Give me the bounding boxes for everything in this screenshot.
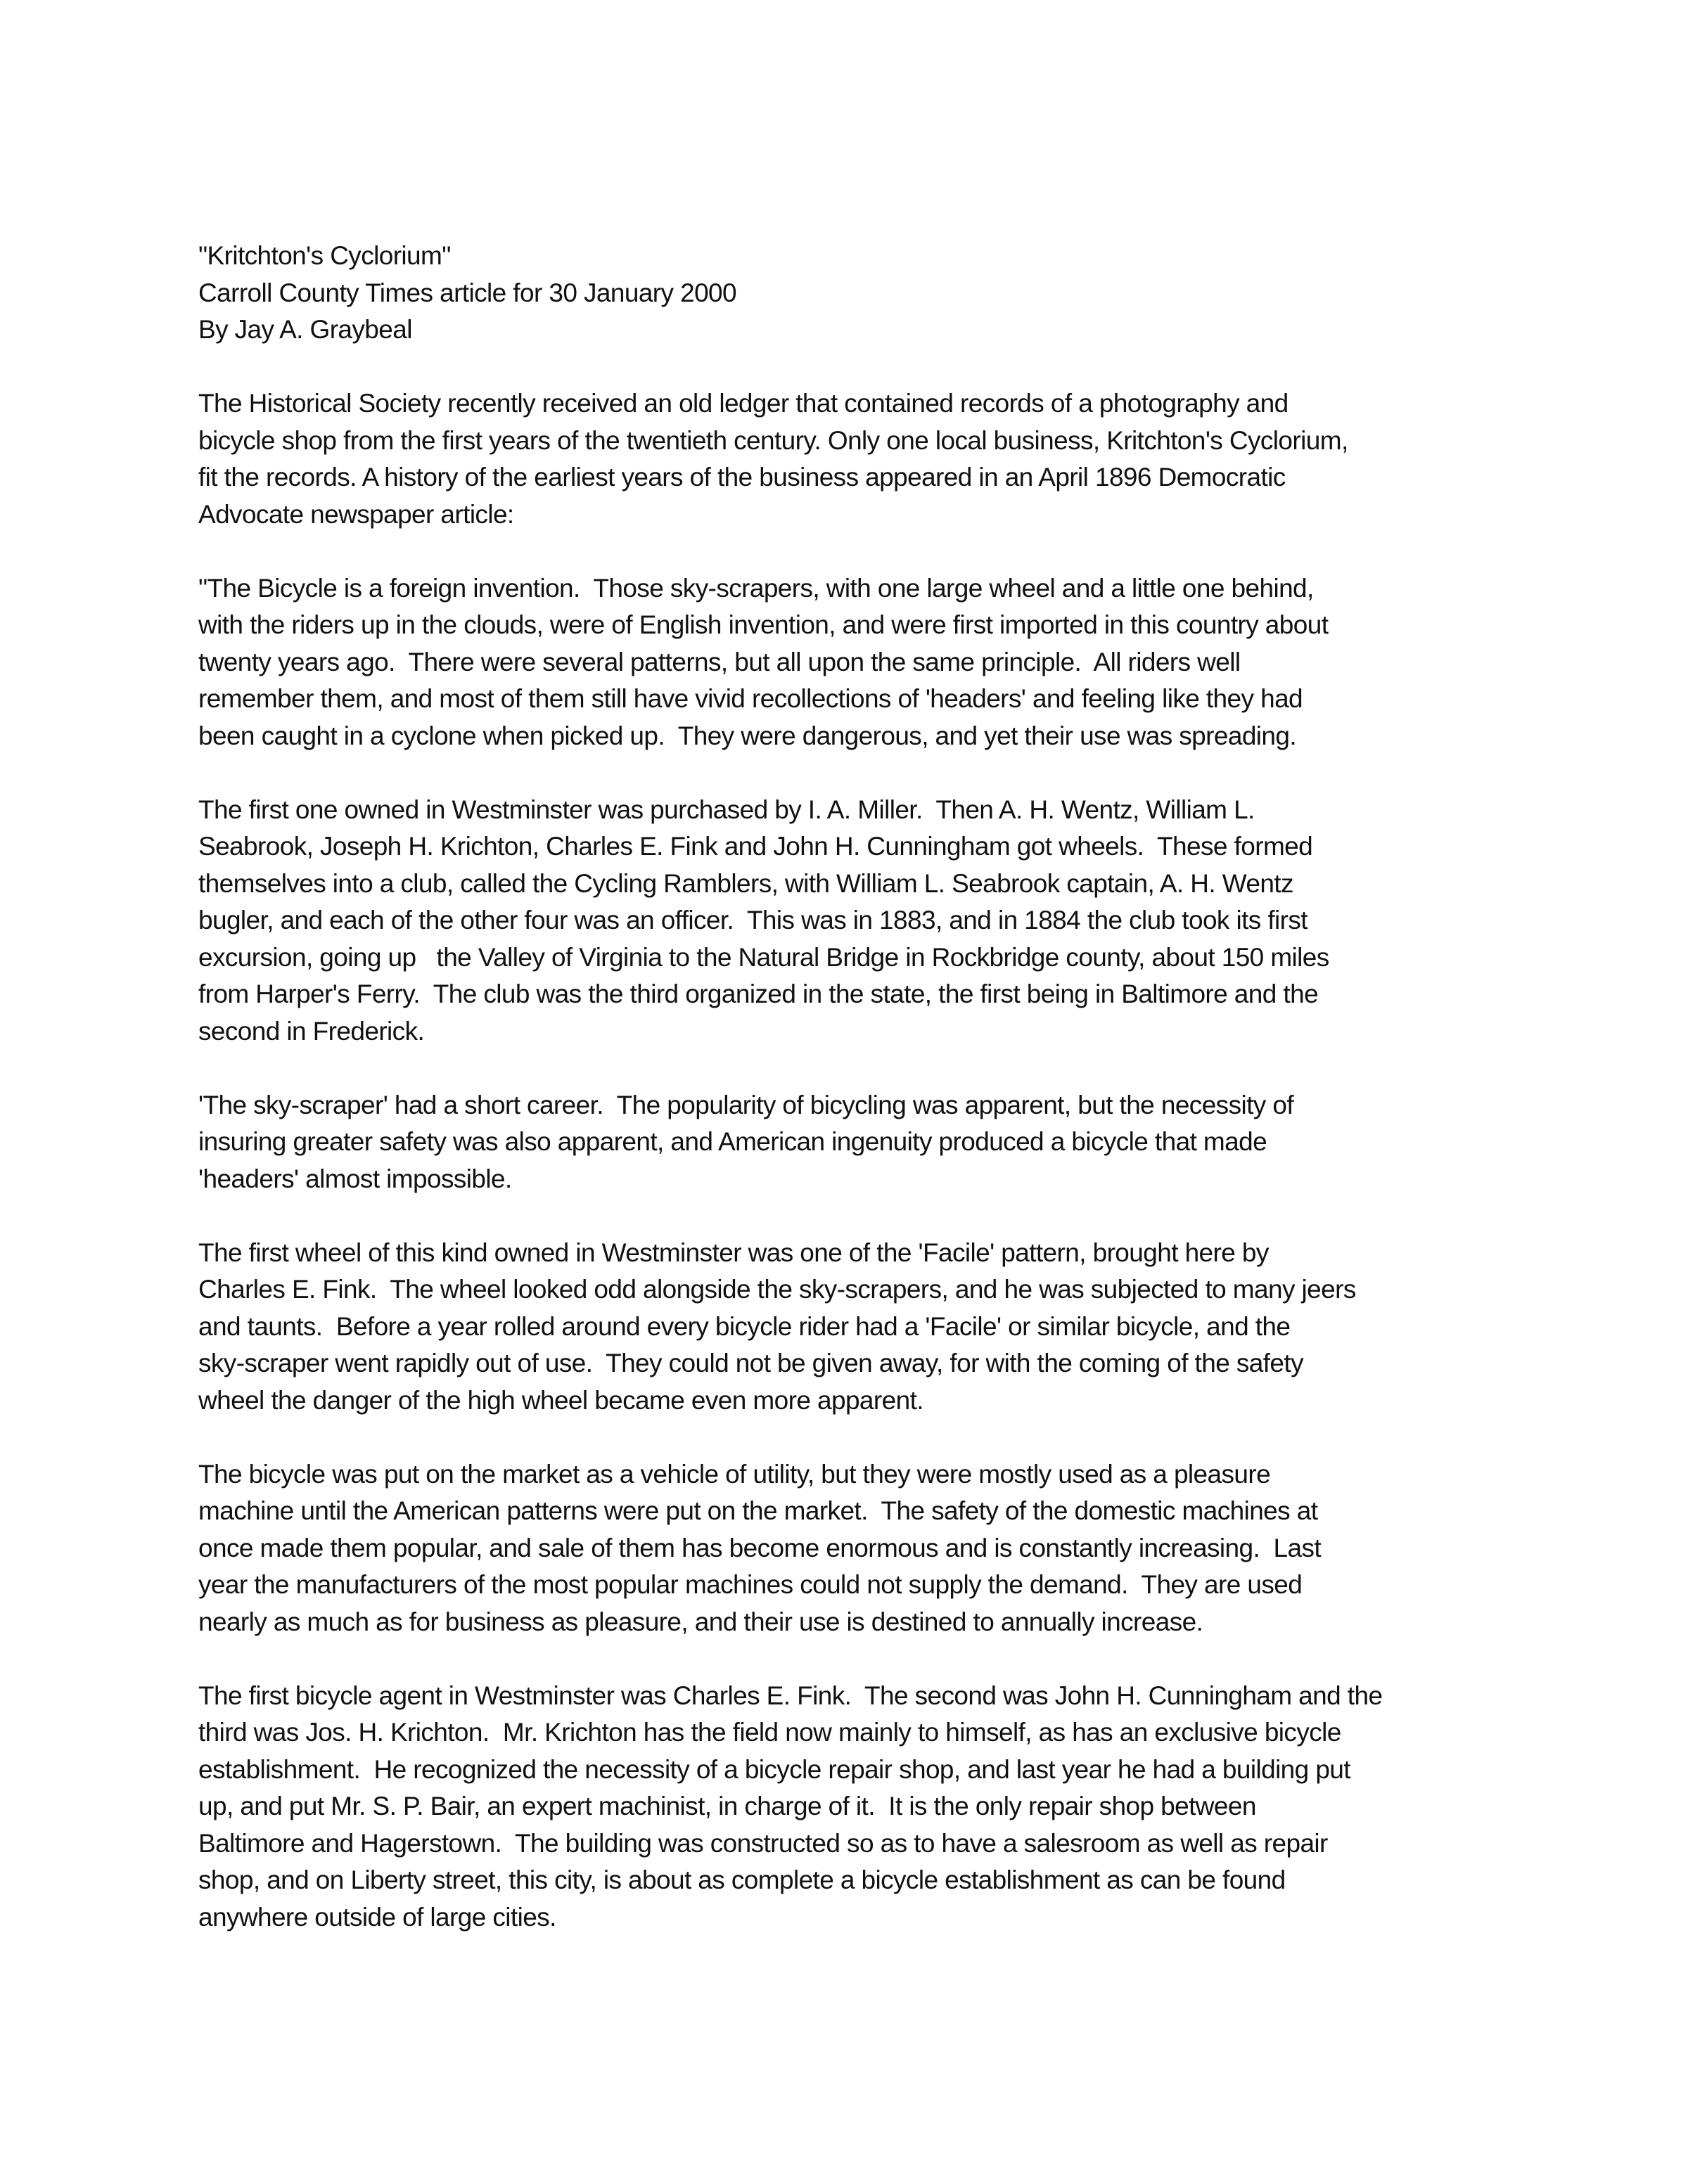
document-page — [198, 238, 1535, 1973]
text-line: once made them popular, and sale of them has become enormous and is constantly increasing. Last — [198, 1533, 1322, 1562]
text-line: fit the records. A history of the earliest years of the business appeared in an April 1896 Democratic — [198, 463, 1286, 492]
text-line: and taunts. Before a year rolled around every bicycle rider had a 'Facile' or similar bicycle, and the — [198, 1311, 1291, 1341]
text-line: bicycle shop from the first years of the twentieth century. Only one local business, Kritchton's Cyclorium, — [198, 425, 1348, 455]
text-line: 'headers' almost impossible. — [198, 1164, 512, 1193]
text-line: Seabrook, Joseph H. Krichton, Charles E. Fink and John H. Cunningham got wheels. These formed — [198, 832, 1313, 861]
paragraph — [198, 792, 1535, 1051]
byline: By Jay A. Graybeal — [198, 315, 412, 344]
article-title: "Kritchton's Cyclorium" — [198, 241, 451, 270]
text-line: bugler, and each of the other four was an officer. This was in 1883, and in 1884 the club took its first — [198, 906, 1307, 934]
paragraph — [198, 1456, 1535, 1641]
text-line: themselves into a club, called the Cycling Ramblers, with William L. Seabrook captain, A. H. Wentz — [198, 868, 1293, 898]
text-line: sky-scraper went rapidly out of use. They could not be given away, for with the coming of the safety — [198, 1349, 1303, 1377]
paragraph — [198, 1678, 1535, 1936]
text-line: insuring greater safety was also apparent, and American ingenuity produced a bicycle that made — [198, 1127, 1267, 1156]
text-line: third was Jos. H. Krichton. Mr. Krichton has the field now mainly to himself, as has an exclusive bicycle — [198, 1718, 1341, 1747]
text-line: The first bicycle agent in Westminster was Charles E. Fink. The second was John H. Cunningham and the — [198, 1681, 1383, 1710]
text-line: Charles E. Fink. The wheel looked odd alongside the sky-scrapers, and he was subjected to many jeers — [198, 1275, 1356, 1304]
text-line: shop, and on Liberty street, this city, is about as complete a bicycle establishment as can be found — [198, 1865, 1286, 1894]
text-line: with the riders up in the clouds, were of English invention, and were first imported in this country about — [198, 610, 1329, 639]
text-line: The Historical Society recently received an old ledger that contained records of a photography and — [198, 389, 1289, 418]
text-line: The bicycle was put on the market as a vehicle of utility, but they were mostly used as a pleasure — [198, 1459, 1271, 1489]
text-line: Advocate newspaper article: — [198, 499, 514, 529]
text-line: The first one owned in Westminster was purchased by I. A. Miller. Then A. H. Wentz, William L. — [198, 795, 1255, 824]
paragraph — [198, 1235, 1535, 1420]
text-line: Baltimore and Hagerstown. The building was constructed so as to have a salesroom as well as repair — [198, 1828, 1328, 1858]
paragraph — [198, 570, 1535, 755]
text-line: been caught in a cyclone when picked up. They were dangerous, and yet their use was spreading. — [198, 721, 1297, 750]
text-line: twenty years ago. There were several patterns, but all upon the same principle. All riders well — [198, 647, 1241, 676]
text-line: remember them, and most of them still have vivid recollections of 'headers' and feeling like they had — [198, 684, 1303, 713]
text-line: wheel the danger of the high wheel became even more apparent. — [198, 1385, 923, 1415]
text-line: up, and put Mr. S. P. Bair, an expert machinist, in charge of it. It is the only repair shop between — [198, 1792, 1256, 1820]
text-line: year the manufacturers of the most popular machines could not supply the demand. They are used — [198, 1570, 1303, 1599]
text-line: excursion, going up the Valley of Virginia to the Natural Bridge in Rockbridge county, about 150 miles — [198, 942, 1329, 972]
text-line: "The Bicycle is a foreign invention. Those sky-scrapers, with one large wheel and a little one behind, — [198, 573, 1314, 603]
text-line: from Harper's Ferry. The club was the third organized in the state, the first being in Baltimore and the — [198, 979, 1319, 1008]
text-line: machine until the American patterns were put on the market. The safety of the domestic machines at — [198, 1496, 1318, 1525]
text-line: second in Frederick. — [198, 1016, 425, 1046]
paragraph — [198, 385, 1535, 533]
text-line: The first wheel of this kind owned in Westminster was one of the 'Facile' pattern, brought here by — [198, 1238, 1269, 1267]
article-body — [198, 385, 1535, 1936]
text-line: anywhere outside of large cities. — [198, 1902, 556, 1932]
text-line: establishment. He recognized the necessity of a bicycle repair shop, and last year he had a building put — [198, 1754, 1350, 1784]
text-line: nearly as much as for business as pleasure, and their use is destined to annually increase. — [198, 1607, 1203, 1636]
article-header — [198, 238, 1535, 349]
text-line: 'The sky-scraper' had a short career. The popularity of bicycling was apparent, but the necessity of — [198, 1090, 1294, 1119]
publication-line: Carroll County Times article for 30 January 2000 — [198, 278, 737, 307]
paragraph — [198, 1087, 1535, 1198]
